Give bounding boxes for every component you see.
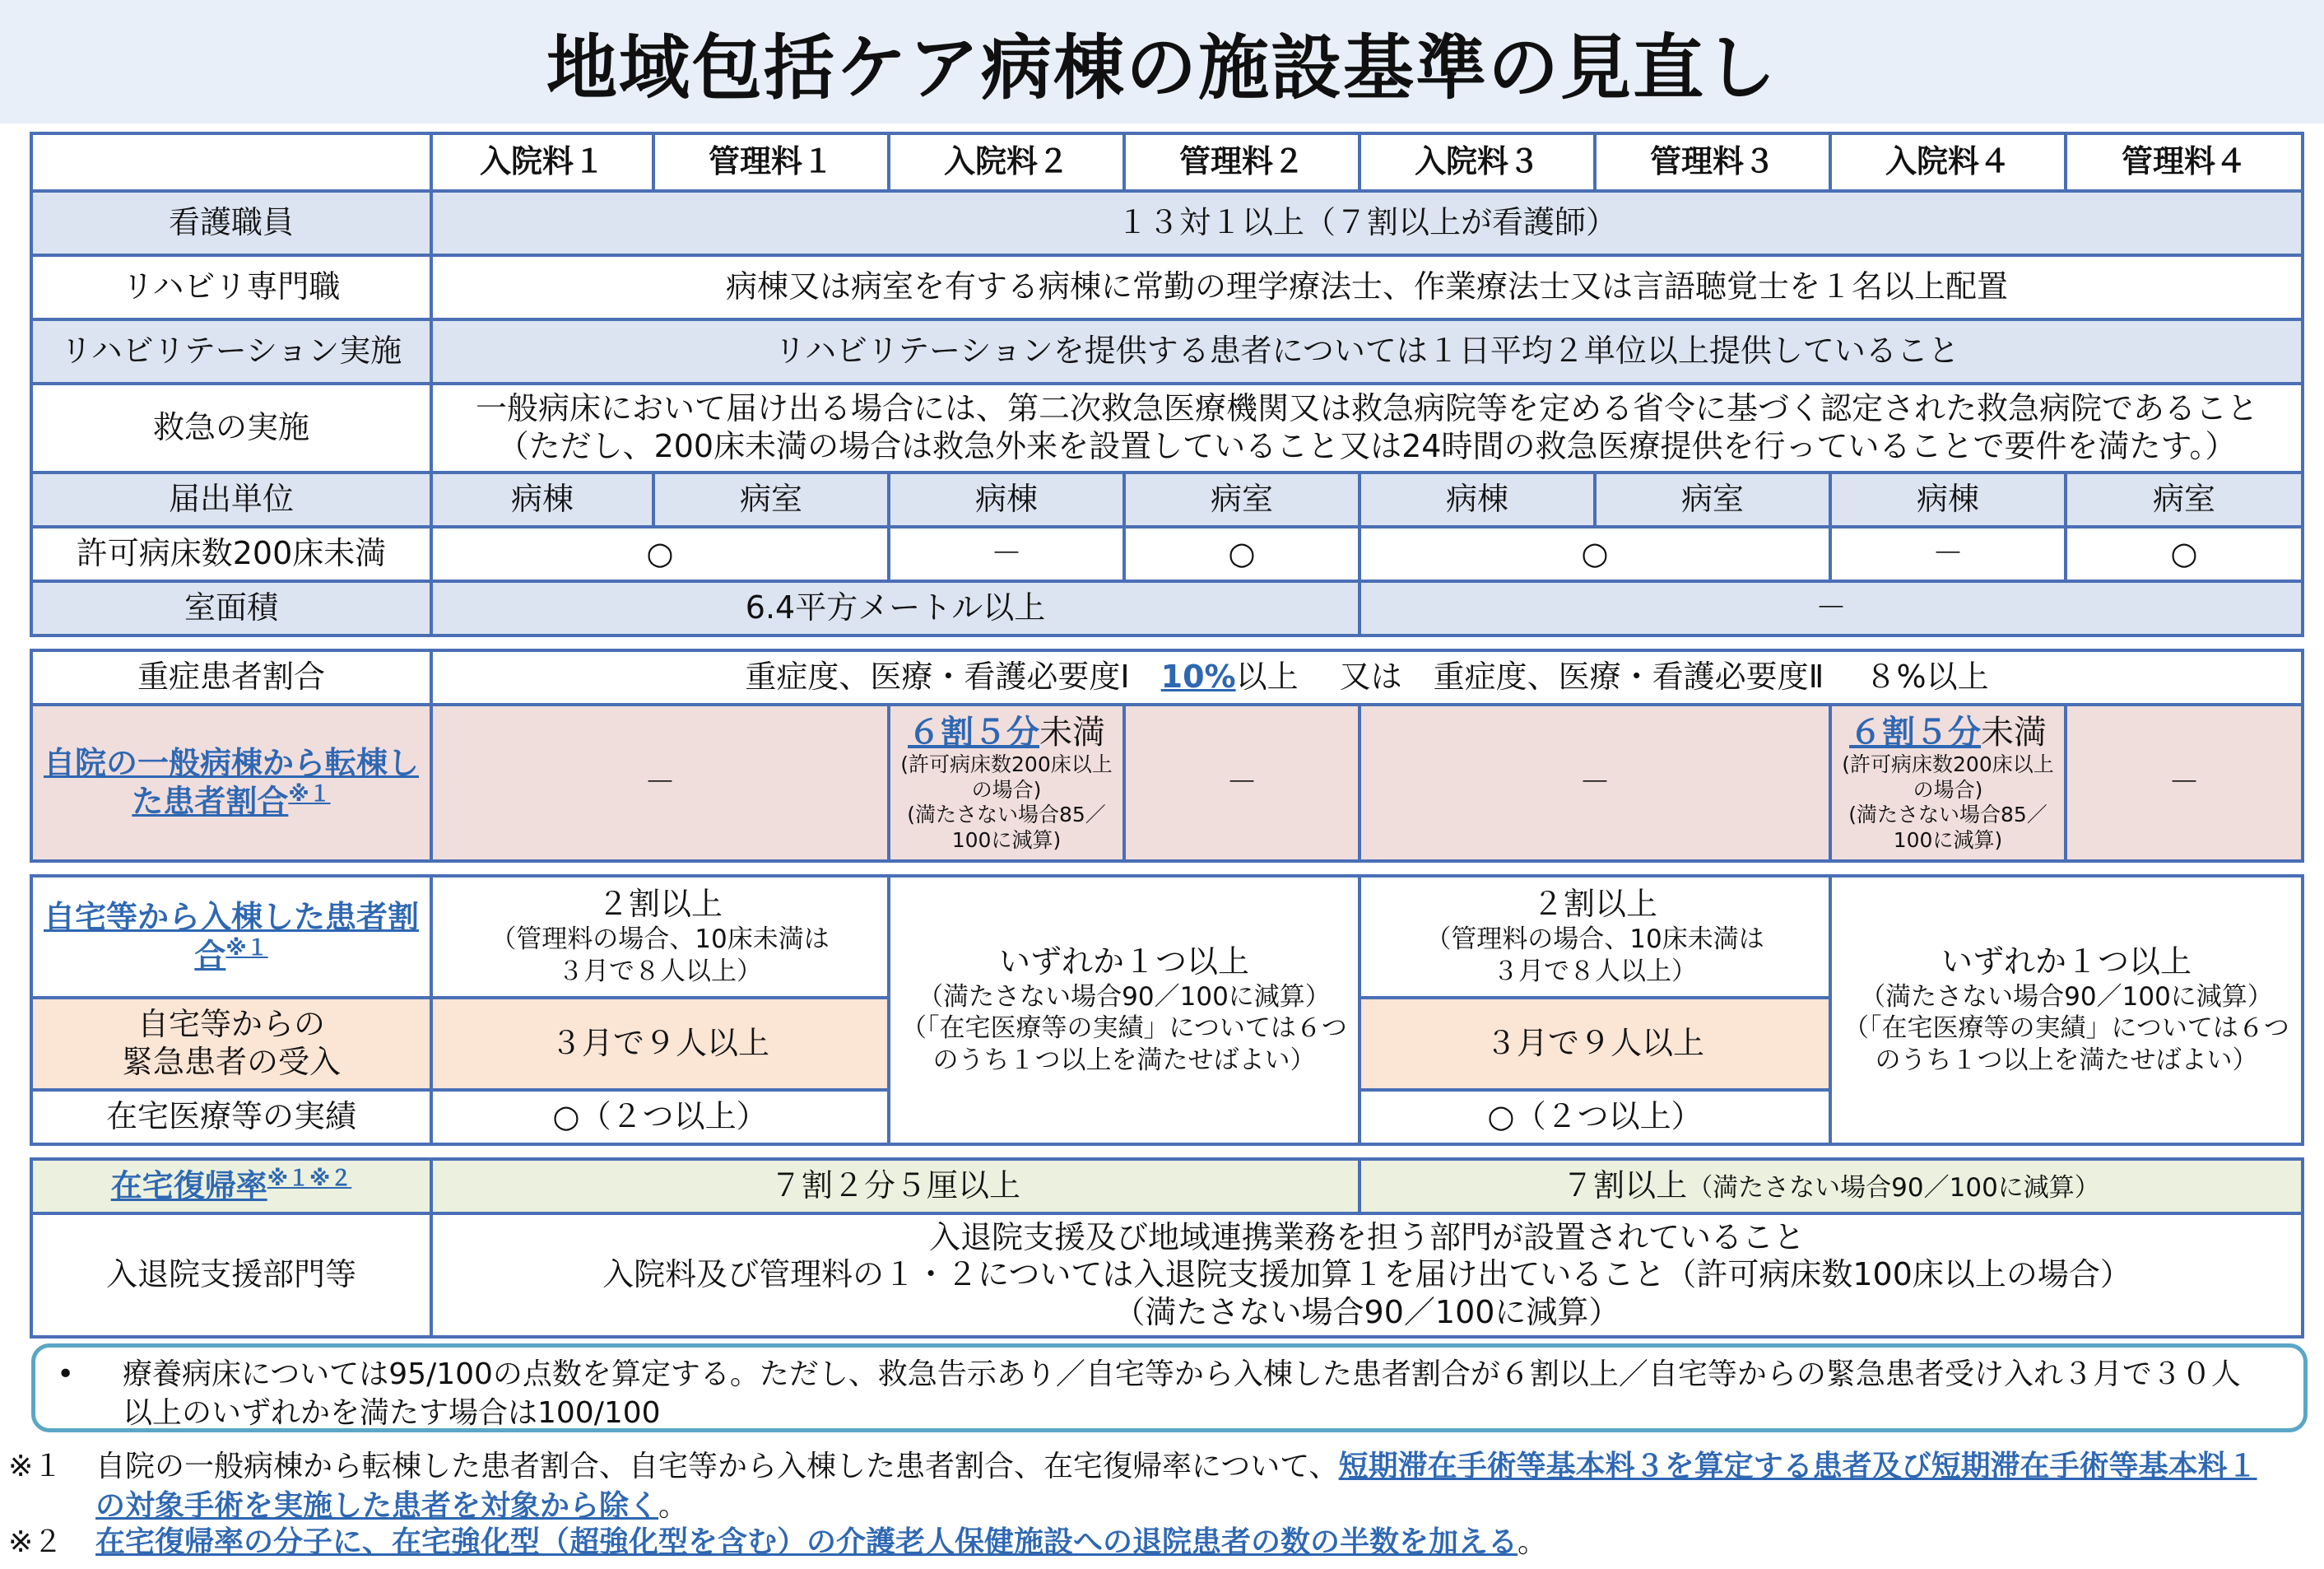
row-emergency [31,384,2303,473]
unit-cell: 病室 [2066,473,2303,527]
header-row [31,133,2303,191]
discharge-line3: （満たさない場合90／100に減算） [1113,1293,1620,1330]
row-label: 救急の実施 [31,384,431,473]
home-admit-note2: ３月で８人以上） [1493,956,1697,986]
home-admit-value [431,876,889,998]
transfer-mark: ※１ [288,782,331,808]
page-title: 地域包括ケア病棟の施設基準の見直し [546,27,1778,109]
row-label: 看護職員 [31,191,431,255]
transfer-rate [889,705,1124,861]
unit-cell: 病棟 [1360,473,1595,527]
room-area-right: － [1360,581,2303,636]
any-one-note1: （満たさない場合90／100に減算） [1860,981,2273,1012]
rate-suffix: 未満 [1981,714,2047,752]
footnote-end: 。 [658,1488,689,1523]
footnote-link: 短期滞在手術等基本料３を算定する患者及び短期滞在手術等基本料１ [1338,1450,2257,1483]
note-bullet: • [57,1357,75,1391]
row-label: 室面積 [31,581,431,636]
rate-highlight: ６割５分 [908,714,1039,752]
separator [31,636,2303,650]
any-one-note2: （「在宅医療等の実績」については６つ [901,1013,1347,1044]
discharge-line2: 入院料及び管理料の１・２については入退院支援加算１を届け出ていること（許可病床数100床以上の場合） [602,1256,2131,1293]
transfer-rate [1830,705,2066,861]
row-rehab-impl [31,319,2303,384]
transfer-dash: － [1124,705,1360,861]
any-one-cell [889,876,1360,1144]
row-discharge [31,1213,2303,1337]
row-label: 入退院支援部門等 [31,1213,431,1337]
header-cell: 入院料２ [889,133,1124,191]
any-one-main: いずれか１つ以上 [998,943,1249,980]
row-nurse [31,191,2303,255]
home-admit-main: ２割以上 [1532,886,1657,923]
note-line1: 療養病床については95/100の点数を算定する。ただし、救急告示あり／自宅等から入棟した患者割合が６割以上／自宅等からの緊急患者受け入れ３月で３０人 [123,1357,2241,1391]
row-value [431,650,2303,705]
transfer-dash: － [2066,705,2303,861]
row-value [431,384,2303,473]
header-cell: 管理料３ [1595,133,1830,191]
row-unit [31,473,2303,527]
unit-cell: 病棟 [889,473,1124,527]
severity-part2: 以上 又は 重症度、医療・看護必要度Ⅱ ８%以上 [1235,659,1989,696]
home-admit-note1: （管理料の場合、10床未満は [490,924,830,955]
any-one-note2: （「在宅医療等の実績」については６つ [1843,1013,2289,1044]
row-home-admit [31,876,2303,998]
separator [31,1144,2303,1159]
rate-note1: (許可病床数200床以上の場合) [1842,752,2054,802]
beds200-cell: ○ [1124,527,1360,581]
any-one-note3: のうち１つ以上を満たせばよい） [1875,1045,2258,1076]
unit-cell: 病棟 [1830,473,2066,527]
return-home-left: ７割２分５厘以上 [431,1159,1360,1213]
row-label: 在宅医療等の実績 [31,1090,431,1144]
home-care-value: ○（２つ以上） [431,1090,889,1144]
severity-highlight: 10% [1160,659,1236,696]
beds200-cell: ○ [1360,527,1830,581]
separator [31,861,2303,876]
header-corner [31,133,431,191]
emergency-accept-value: ３月で９人以上 [431,998,889,1090]
row-label: 許可病床数200床未満 [31,527,431,581]
rate-note2: (満たさない場合85／100に減算) [1848,803,2047,852]
header-cell: 管理料２ [1124,133,1360,191]
emergency-accept-label1: 自宅等からの [137,1006,325,1043]
any-one-note3: のうち１つ以上を満たせばよい） [932,1045,1316,1076]
footnote-link: 在宅復帰率の分子に、在宅強化型（超強化型を含む）の介護老人保健施設への退院患者の数の半数を加える [95,1525,1518,1559]
row-value: リハビリテーションを提供する患者については１日平均２単位以上提供していること [431,319,2303,384]
return-home-right-main: ７割以上 [1562,1167,1688,1204]
home-admit-main: ２割以上 [597,886,723,923]
return-home-mark: ※１※２ [267,1166,352,1192]
row-severity [31,650,2303,705]
beds200-cell: － [889,527,1124,581]
row-label [31,705,431,861]
beds200-cell: － [1830,527,2066,581]
rate-suffix: 未満 [1039,714,1105,752]
header-cell: 管理料１ [653,133,889,191]
home-admit-mark: ※１ [225,936,268,961]
return-home-right [1360,1159,2303,1213]
footnote-link: の対象手術を実施した患者を対象から除く [95,1488,659,1523]
row-label: 重症患者割合 [31,650,431,705]
row-room-area [31,581,2303,636]
severity-part1: 重症度、医療・看護必要度Ⅰ [745,659,1161,696]
unit-cell: 病棟 [431,473,653,527]
discharge-line1: 入退院支援及び地域連携業務を担う部門が設置されていること [928,1218,1805,1255]
footnote-mark: ※１ [8,1450,63,1483]
transfer-dash: － [431,705,889,861]
footnote-end: 。 [1518,1525,1548,1559]
rate-note2: (満たさない場合85／100に減算) [907,803,1106,852]
transfer-dash: － [1360,705,1830,861]
header-cell: 入院料３ [1360,133,1595,191]
home-admit-note2: ３月で８人以上） [558,956,762,986]
return-home-right-note: （満たさない場合90／100に減算） [1687,1173,2100,1204]
row-label [31,1159,431,1213]
row-value: 病棟又は病室を有する病棟に常勤の理学療法士、作業療法士又は言語聴覚士を１名以上配置 [431,255,2303,319]
any-one-note1: （満たさない場合90／100に減算） [918,981,1331,1012]
unit-cell: 病室 [653,473,889,527]
row-rehab-staff [31,255,2303,319]
home-care-value: ○（２つ以上） [1360,1090,1830,1144]
emergency-accept-value: ３月で９人以上 [1360,998,1830,1090]
row-label [31,876,431,998]
emergency-line1: 一般病床において届け出る場合には、第二次救急医療機関又は救急病院等を定める省令に基づく認定された救急病院であること [475,390,2258,427]
emergency-accept-label2: 緊急患者の受入 [121,1044,341,1080]
rate-highlight: ６割５分 [1849,714,1981,752]
note-line2: 以上のいずれかを満たす場合は100/100 [123,1395,661,1430]
row-label: リハビリテーション実施 [31,319,431,384]
row-value [431,1213,2303,1337]
row-transfer [31,705,2303,861]
footnote-mark: ※２ [8,1525,63,1559]
row-label [31,998,431,1090]
header-cell: 入院料４ [1830,133,2066,191]
note-box [31,1343,2308,1432]
title-band [0,0,2324,123]
unit-cell: 病室 [1595,473,1830,527]
footnote-2 [8,1523,2312,1562]
home-admit-note1: （管理料の場合、10床未満は [1425,924,1764,955]
any-one-main: いずれか１つ以上 [1941,943,2192,980]
transfer-label: 自院の一般病棟から転棟した患者割合 [43,744,419,820]
return-home-label: 在宅復帰率 [110,1168,267,1205]
header-cell: 入院料１ [431,133,653,191]
row-return-home [31,1159,2303,1213]
beds200-cell: ○ [2066,527,2303,581]
footnote-1 [8,1447,2312,1525]
row-label: リハビリ専門職 [31,255,431,319]
beds200-cell: ○ [431,527,889,581]
rate-note1: (許可病床数200床以上の場合) [900,752,1113,802]
row-label: 届出単位 [31,473,431,527]
emergency-line2: （ただし、200床未満の場合は救急外来を設置していること又は24時間の救急医療提供を行っていることで要件を満たす。） [497,428,2237,464]
header-cell: 管理料４ [2066,133,2303,191]
unit-cell: 病室 [1124,473,1360,527]
footnote-text: 自院の一般病棟から転棟した患者割合、自宅等から入棟した患者割合、在宅復帰率について、 [95,1450,1339,1483]
room-area-left: 6.4平方メートル以上 [431,581,1360,636]
home-admit-label: 自宅等から入棟した患者割合 [43,898,419,974]
row-beds200 [31,527,2303,581]
home-admit-value [1360,876,1830,998]
any-one-cell [1830,876,2303,1144]
row-value: １３対１以上（７割以上が看護師） [431,191,2303,255]
criteria-table [30,132,2304,1339]
